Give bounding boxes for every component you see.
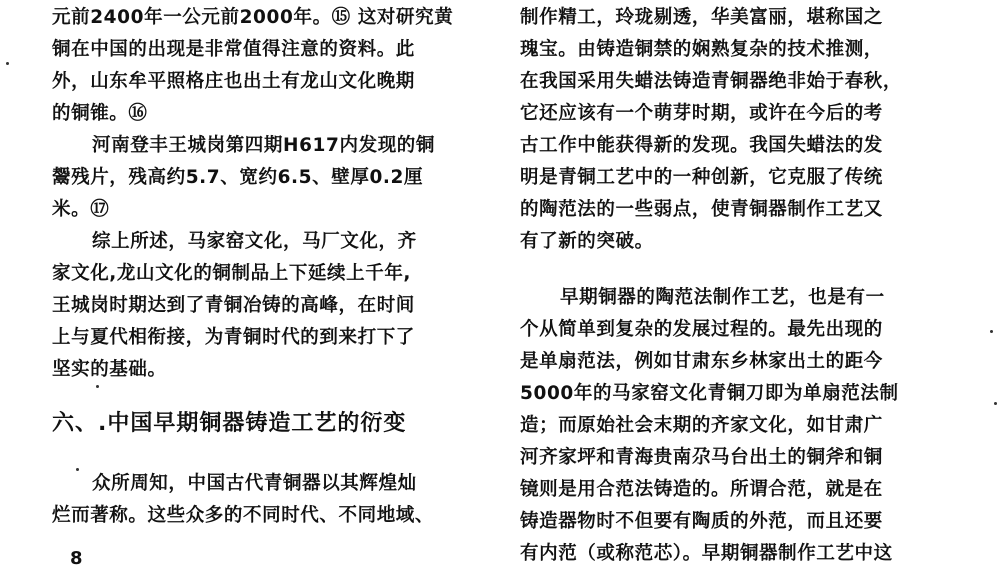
text-line: 米。⑰ — [52, 199, 110, 220]
text-line: 它还应该有一个萌芽时期，或许在今后的考 — [520, 103, 883, 124]
text-line: 的陶范法的一些弱点，使青铜器制作工艺又 — [520, 199, 883, 220]
text-line: 铜在中国的出现是非常值得注意的资料。此 — [52, 39, 415, 60]
page-number: 8 — [70, 548, 83, 569]
scan-speck — [994, 402, 997, 405]
scan-speck — [96, 385, 99, 388]
left-column — [52, 2, 472, 532]
text-line: 有了新的突破。 — [520, 231, 654, 252]
section-heading: 六、.中国早期铜器铸造工艺的衍变 — [52, 411, 407, 436]
paragraph-5 — [520, 2, 938, 258]
text-line: 元前2400年一公元前2000年。⑮ 这对研究黄 — [52, 7, 454, 28]
text-line: 鬶残片，残高约5.7、宽约6.5、壁厚0.2厘 — [52, 167, 424, 188]
text-line: 个从简单到复杂的发展过程的。最先出现的 — [520, 319, 883, 340]
paragraph-4 — [52, 468, 472, 532]
text-line: 瑰宝。由铸造铜禁的娴熟复杂的技术推测， — [520, 39, 883, 60]
text-line: 家文化,龙山文化的铜制品上下延续上千年, — [52, 263, 412, 284]
paragraph-3 — [52, 226, 472, 386]
scan-speck — [990, 330, 993, 333]
text-line: 有内范（或称范芯）。早期铜器制作工艺中这 — [520, 543, 893, 564]
text-line: 烂而著称。这些众多的不同时代、不同地域、 — [52, 505, 435, 526]
text-line: 上与夏代相衔接，为青铜时代的到来打下了 — [52, 327, 415, 348]
text-line: 制作精工，玲珑剔透，华美富丽，堪称国之 — [520, 7, 883, 28]
text-line: 的铜锥。⑯ — [52, 103, 148, 124]
text-line: 坚实的基础。 — [52, 359, 167, 380]
text-line: 镜则是用合范法铸造的。所谓合范，就是在 — [520, 479, 883, 500]
text-line: 5000年的马家窑文化青铜刀即为单扇范法制 — [520, 383, 899, 404]
paragraph-1 — [52, 2, 472, 130]
text-line: 在我国采用失蜡法铸造青铜器绝非始于春秋， — [520, 71, 903, 92]
text-line: 河齐家坪和青海贵南尕马台出土的铜斧和铜 — [520, 447, 883, 468]
scan-speck — [6, 62, 9, 65]
text-line: 明是青铜工艺中的一种创新，它克服了传统 — [520, 167, 883, 188]
text-line: 铸造器物时不但要有陶质的外范，而且还要 — [520, 511, 883, 532]
scan-speck — [76, 468, 79, 471]
text-line: 古工作中能获得新的发现。我国失蜡法的发 — [520, 135, 883, 156]
right-column — [520, 2, 938, 570]
text-line: 早期铜器的陶范法制作工艺，也是有一 — [560, 287, 885, 308]
text-line: 是单扇范法，例如甘肃东乡林家出土的距今 — [520, 351, 883, 372]
paragraph-gap — [520, 258, 938, 282]
text-line: 综上所述，马家窑文化，马厂文化，齐 — [92, 231, 417, 252]
text-line: 河南登丰王城岗第四期H617内发现的铜 — [92, 135, 436, 156]
text-line: 王城岗时期达到了青铜冶铸的高峰，在时间 — [52, 295, 415, 316]
text-line: 众所周知，中国古代青铜器以其辉煌灿 — [92, 473, 417, 494]
paragraph-6 — [520, 282, 938, 570]
paragraph-2 — [52, 130, 472, 226]
text-line: 外，山东牟平照格庄也出土有龙山文化晚期 — [52, 71, 415, 92]
text-line: 造；而原始社会末期的齐家文化，如甘肃广 — [520, 415, 883, 436]
